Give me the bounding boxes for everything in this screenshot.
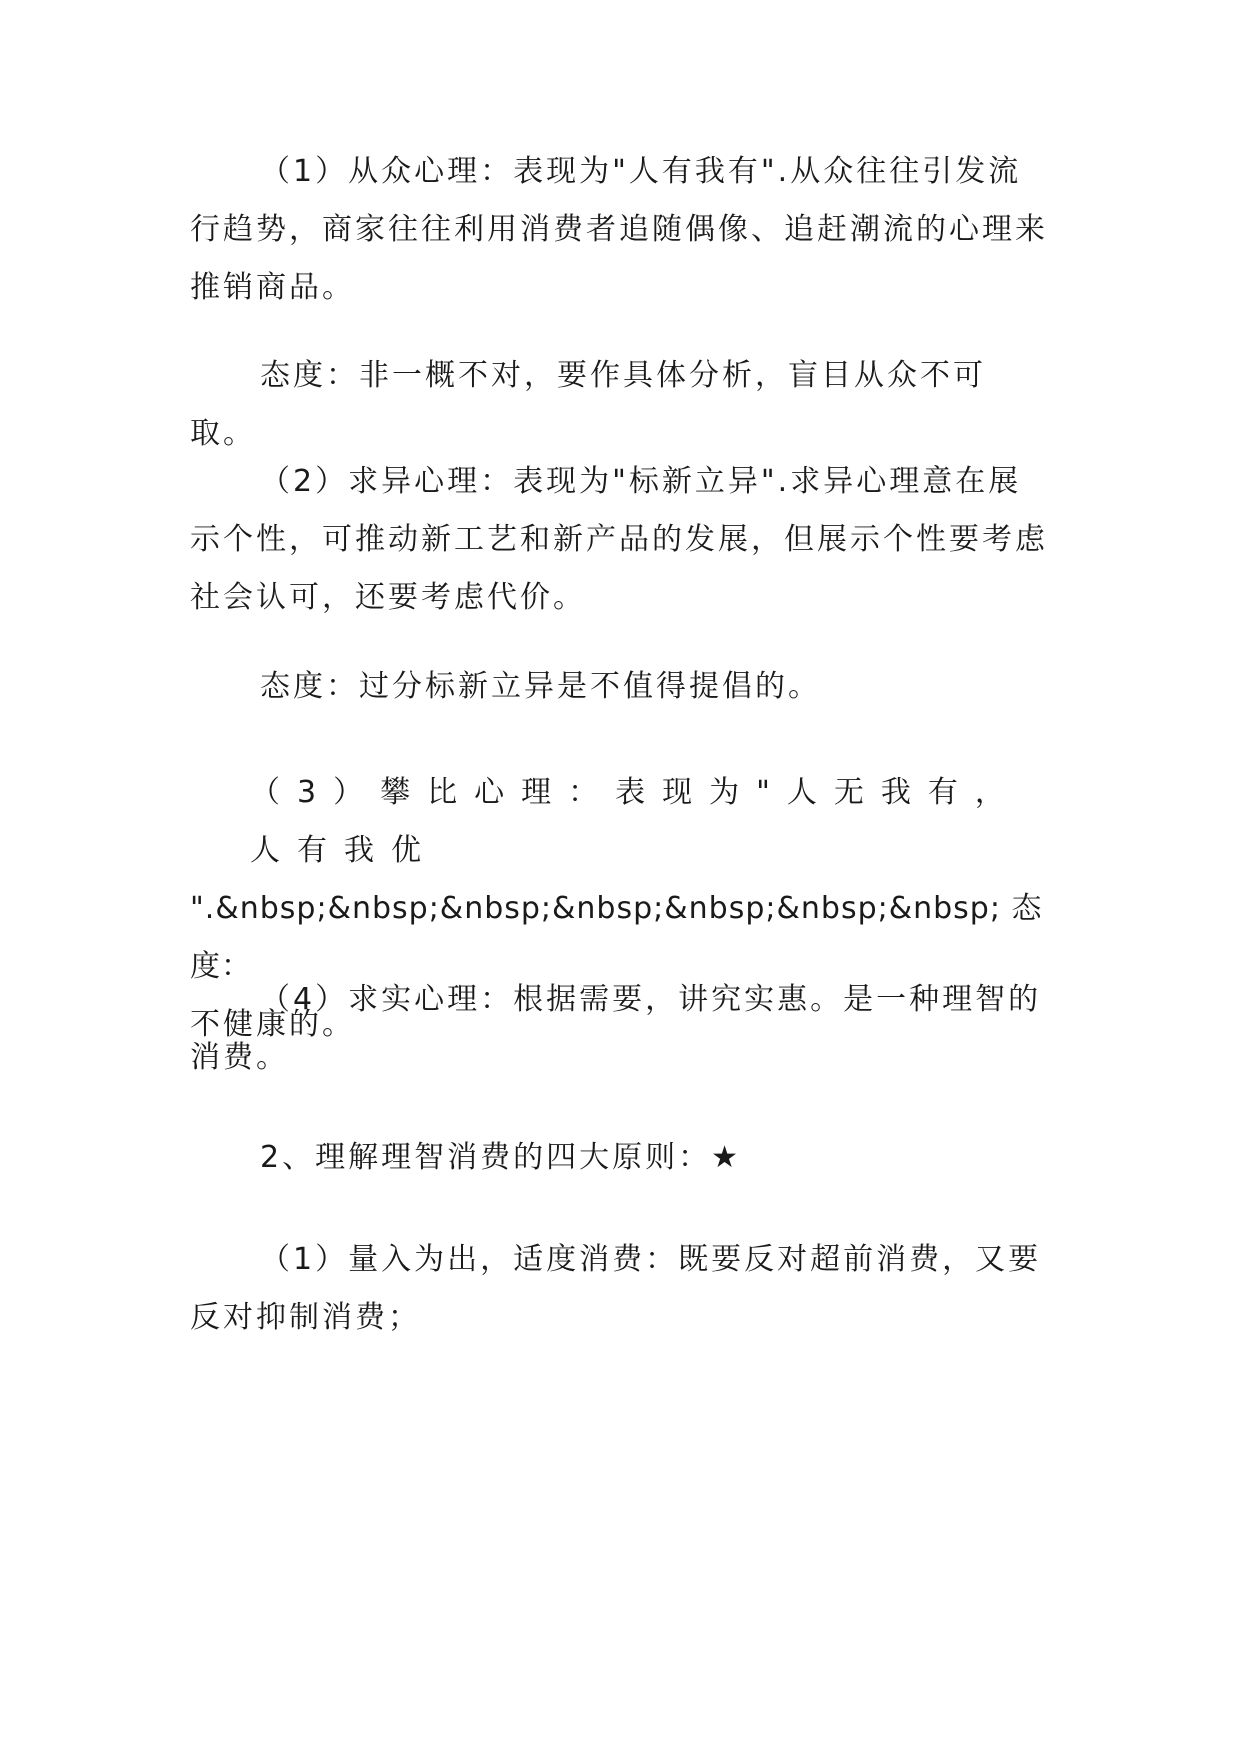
comparison-line-1: （3）攀比心理：表现为"人无我有，人有我优 <box>250 775 1022 868</box>
paragraph-principle-1: （1）量入为出，适度消费：既要反对超前消费，又要反对抑制消费； <box>190 1242 1042 1335</box>
paragraph-conformity-psychology: （1）从众心理：表现为"人有我有".从众往往引发流行趋势，商家往往利用消费者追随偶像、追赶潮流的心理来推销商品。 <box>190 154 1048 305</box>
paragraph-practical-psychology: （4）求实心理：根据需要，讲究实惠。是一种理智的消费。 <box>190 982 1042 1075</box>
comparison-line-2: ".&nbsp;&nbsp;&nbsp;&nbsp;&nbsp;&nbsp;&nbsp; 态度： <box>190 891 1043 984</box>
paragraph-novelty-attitude: 态度：过分标新立异是不值得提倡的。 <box>260 669 821 704</box>
section-heading-rational-consumption: 2、理解理智消费的四大原则：★ <box>260 1140 741 1175</box>
paragraph-novelty-psychology: （2）求异心理：表现为"标新立异".求异心理意在展示个性，可推动新工艺和新产品的发展，但展示个性要考虑社会认可，还要考虑代价。 <box>190 464 1048 615</box>
comparison-line-3: 不健康的。 <box>190 1007 355 1042</box>
paragraph-conformity-attitude: 态度：非一概不对，要作具体分析，盲目从众不可取。 <box>190 358 986 451</box>
